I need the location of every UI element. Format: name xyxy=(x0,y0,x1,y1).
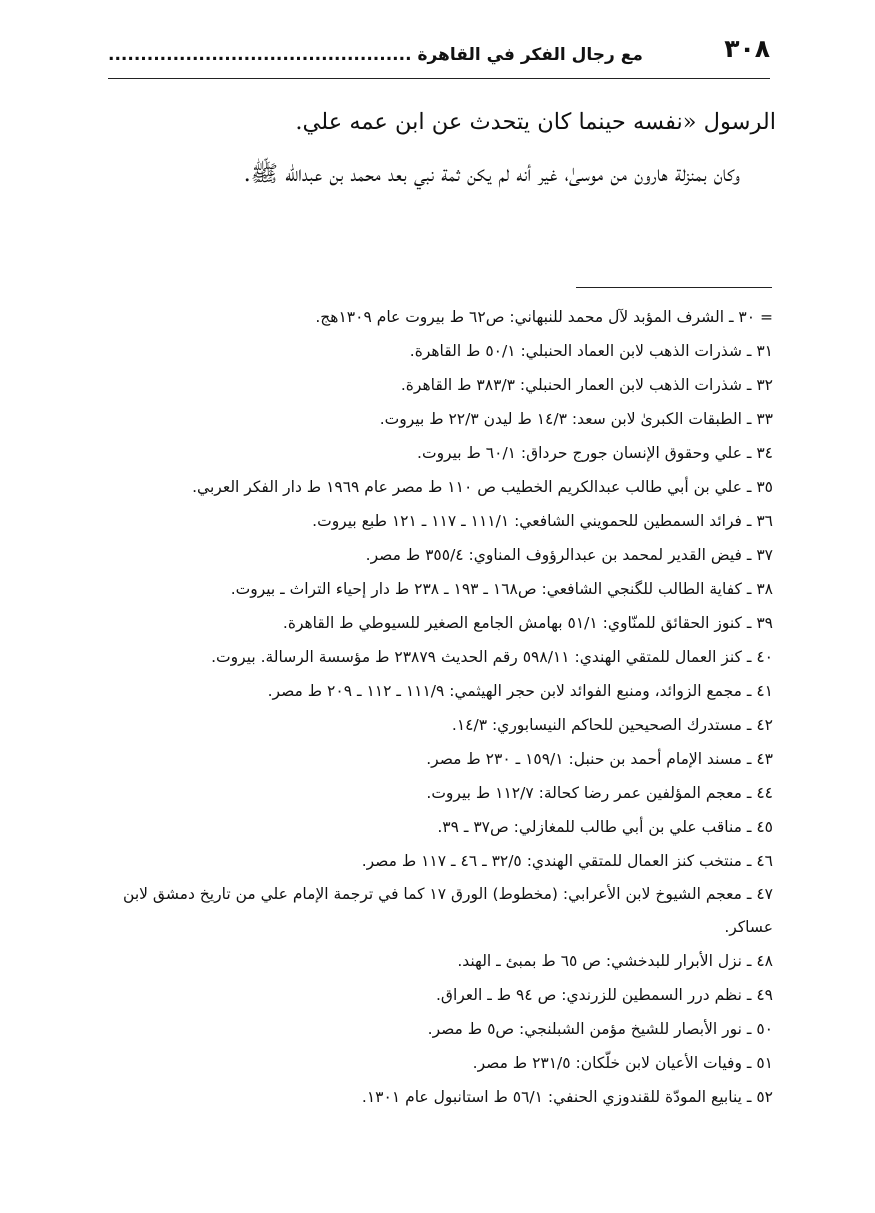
footnote-40: ٤٠ ـ كنز العمال للمتقي الهندي: ٥٩٨/١١ رقم الحديث ٢٣٨٧٩ ط مؤسسة الرسالة. بيروت. xyxy=(211,648,773,666)
running-title: مع رجال الفكر في القاهرة ............................................... xyxy=(108,45,643,65)
footnote-44: ٤٤ ـ معجم المؤلفين عمر رضا كحالة: ١١٢/٧ ط بيروت. xyxy=(426,784,773,802)
footnote-42: ٤٢ ـ مستدرك الصحيحين للحاكم النيسابوري: ١٤/٣. xyxy=(451,716,773,734)
footnote-36: ٣٦ ـ فرائد السمطين للحمويني الشافعي: ١١١/١ ـ ١١٧ ـ ١٢١ طبع بيروت. xyxy=(312,512,773,530)
footnote-37: ٣٧ ـ فيض القدير لمحمد بن عبدالرؤوف المناوي: ٣٥٥/٤ ط مصر. xyxy=(365,546,773,564)
footnote-43: ٤٣ ـ مسند الإمام أحمد بن حنبل: ١٥٩/١ ـ ٢٣٠ ط مصر. xyxy=(426,750,773,768)
page-number: ٣٠٨ xyxy=(724,34,770,63)
paragraph-2: وكان بمنزلة هارون من موسىٰ، غير أنه لم يكن ثمة نبي بعد محمد بن عبدالله ﷺ. xyxy=(243,161,740,187)
footnote-47: ٤٧ ـ معجم الشيوخ لابن الأعرابي: (مخطوط) الورق ١٧ كما في ترجمة الإمام علي من تاريخ دمشق لابن عساكر. xyxy=(123,885,773,936)
footnote-31: ٣١ ـ شذرات الذهب لابن العماد الحنبلي: ٥٠/١ ط القاهرة. xyxy=(409,342,773,360)
footnote-32: ٣٢ ـ شذرات الذهب لابن العمار الحنبلي: ٣٨٣/٣ ط القاهرة. xyxy=(400,376,773,394)
footnote-33: ٣٣ ـ الطبقات الكبرىٰ لابن سعد: ١٤/٣ ط ليدن ٢٢/٣ ط بيروت. xyxy=(379,410,773,428)
footnote-45: ٤٥ ـ مناقب علي بن أبي طالب للمغازلي: ص٣٧ ـ ٣٩. xyxy=(437,818,773,836)
footnote-49: ٤٩ ـ نظم درر السمطين للزرندي: ص ٩٤ ط ـ العراق. xyxy=(436,986,773,1004)
footnote-38: ٣٨ ـ كفاية الطالب للگنجي الشافعي: ص١٦٨ ـ ١٩٣ ـ ٢٣٨ ط دار إحياء التراث ـ بيروت. xyxy=(230,580,773,598)
footnote-30: = ٣٠ ـ الشرف المؤبد لآل محمد للنبهاني: ص٦٢ ط بيروت عام ١٣٠٩هج. xyxy=(315,308,773,326)
footnote-51: ٥١ ـ وفيات الأعيان لابن خلّكان: ٢٣١/٥ ط مصر. xyxy=(472,1054,773,1072)
footnote-50: ٥٠ ـ نور الأبصار للشيخ مؤمن الشبلنجي: ص٥ ط مصر. xyxy=(427,1020,773,1038)
footnote-35: ٣٥ ـ علي بن أبي طالب عبدالكريم الخطيب ص ١١٠ ط مصر عام ١٩٦٩ ط دار الفكر العربي. xyxy=(192,478,773,496)
footnote-52: ٥٢ ـ ينابيع المودّة للقندوزي الحنفي: ٥٦/١ ط استانبول عام ١٣٠١. xyxy=(361,1088,773,1106)
running-header xyxy=(108,34,770,79)
footnote-34: ٣٤ ـ علي وحقوق الإنسان جورج حرداق: ٦٠/١ ط بيروت. xyxy=(417,444,773,462)
footnote-46: ٤٦ ـ منتخب كنز العمال للمتقي الهندي: ٣٢/٥ ـ ٤٦ ـ ١١٧ ط مصر. xyxy=(361,852,773,870)
footnotes-list xyxy=(108,300,773,1114)
footnote-39: ٣٩ ـ كنوز الحقائق للمنّاوي: ٥١/١ بهامش الجامع الصغير للسيوطي ط القاهرة. xyxy=(282,614,773,632)
footnote-separator xyxy=(576,287,772,288)
main-text xyxy=(98,96,776,200)
paragraph-1: الرسول «نفسه حينما كان يتحدث عن ابن عمه علي. xyxy=(295,109,776,135)
footnote-41: ٤١ ـ مجمع الزوائد، ومنبع الفوائد لابن حجر الهيثمي: ١١١/٩ ـ ١١٢ ـ ٢٠٩ ط مصر. xyxy=(267,682,773,700)
footnote-48: ٤٨ ـ نزل الأبرار للبدخشي: ص ٦٥ ط بمبئ ـ الهند. xyxy=(457,952,773,970)
